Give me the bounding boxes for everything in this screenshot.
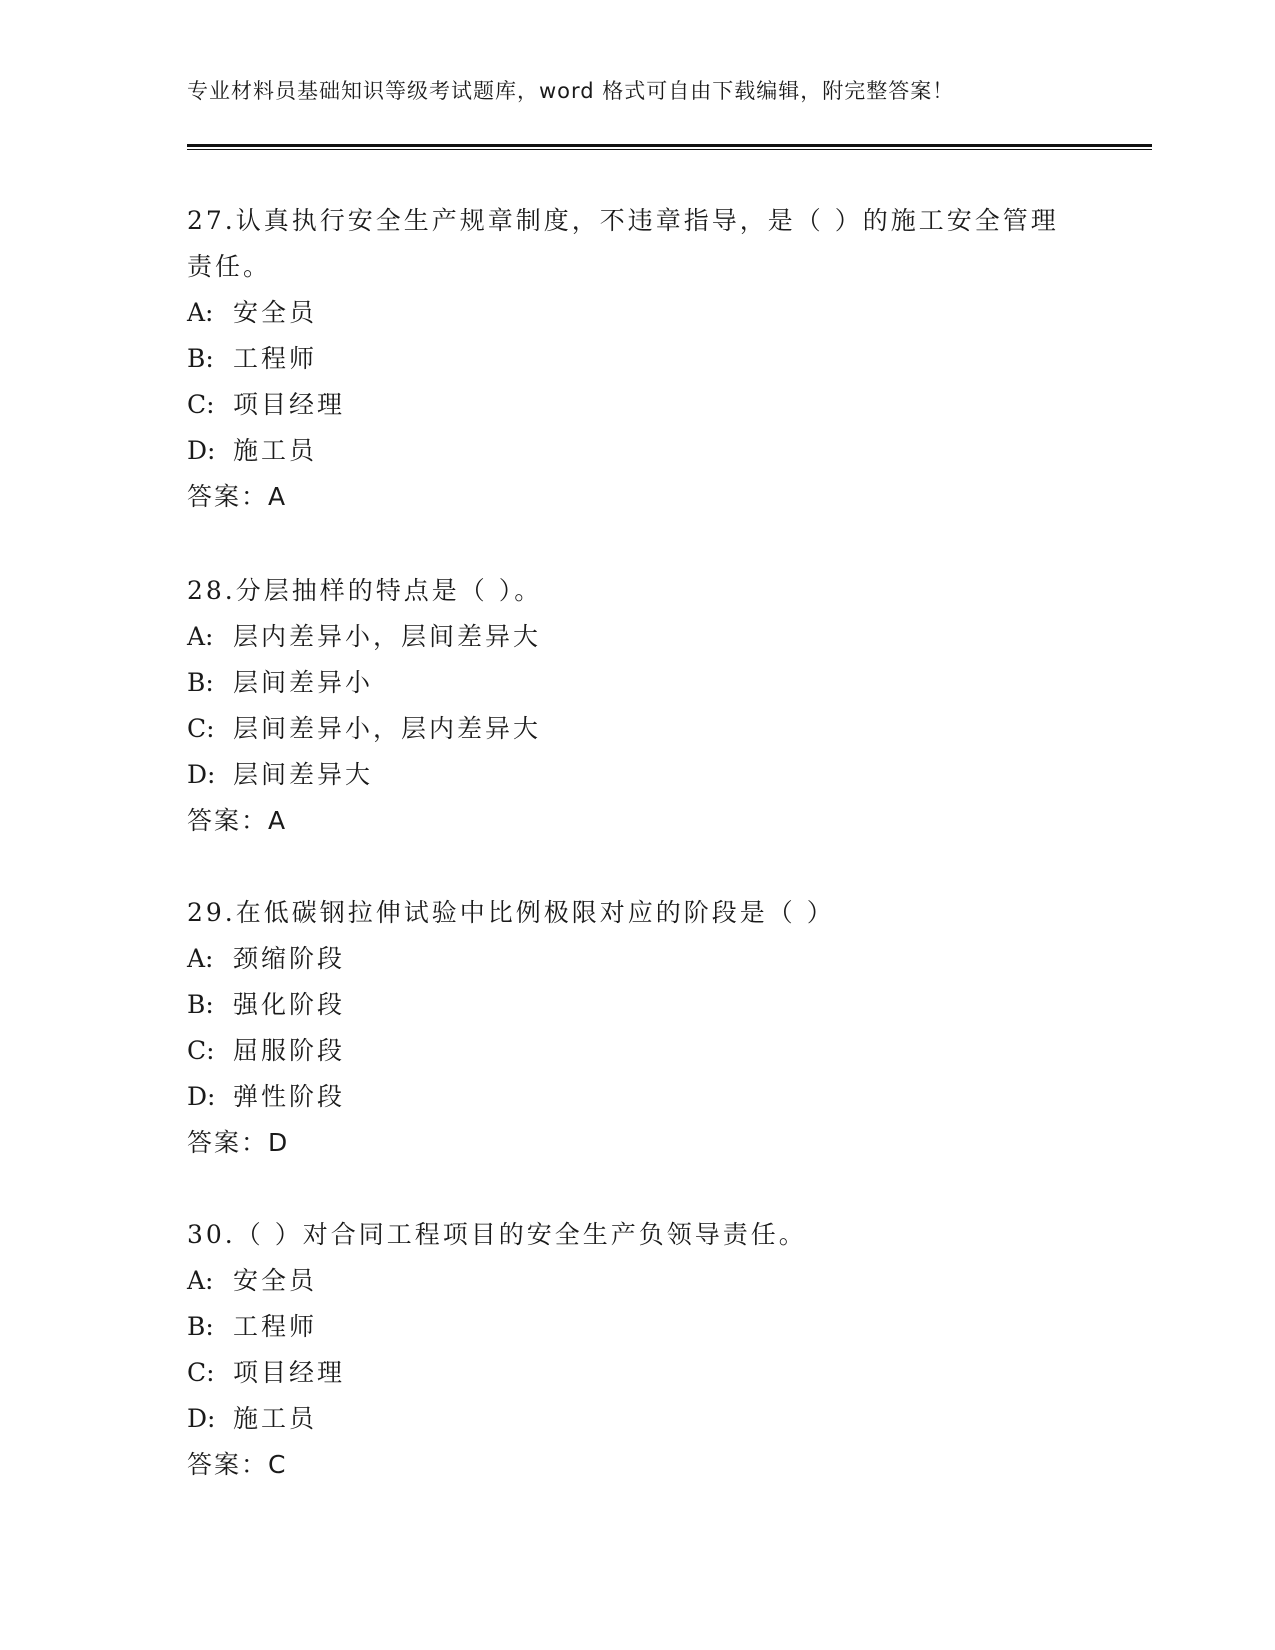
answer-line: 答案：C bbox=[187, 1450, 288, 1479]
option-letter: D: bbox=[187, 760, 216, 789]
option-text: 安全员 bbox=[233, 298, 318, 327]
option-letter: A: bbox=[187, 298, 214, 327]
header-rule-thin bbox=[187, 149, 1152, 150]
option-b bbox=[187, 336, 1067, 382]
option-text: 颈缩阶段 bbox=[233, 944, 346, 973]
question-block bbox=[187, 198, 1067, 520]
option-text: 安全员 bbox=[233, 1266, 318, 1295]
option-c bbox=[187, 706, 1067, 752]
option-letter: C: bbox=[187, 390, 215, 419]
question-block bbox=[187, 890, 1067, 1166]
option-d bbox=[187, 428, 1067, 474]
option-b bbox=[187, 1304, 1067, 1350]
option-c bbox=[187, 1350, 1067, 1396]
option-text: 层内差异小，层间差异大 bbox=[233, 622, 542, 651]
option-text: 层间差异大 bbox=[233, 760, 374, 789]
option-text: 层间差异小 bbox=[233, 668, 374, 697]
option-letter: C: bbox=[187, 1036, 215, 1065]
option-c bbox=[187, 1028, 1067, 1074]
option-text: 施工员 bbox=[233, 436, 318, 465]
option-letter: C: bbox=[187, 714, 215, 743]
header-rule-thick bbox=[187, 144, 1152, 147]
option-d bbox=[187, 1396, 1067, 1442]
option-letter: B: bbox=[187, 1312, 214, 1341]
option-text: 层间差异小，层内差异大 bbox=[233, 714, 542, 743]
option-a bbox=[187, 614, 1067, 660]
option-c bbox=[187, 382, 1067, 428]
option-text: 项目经理 bbox=[233, 1358, 346, 1387]
option-text: 施工员 bbox=[233, 1404, 318, 1433]
option-a bbox=[187, 290, 1067, 336]
option-a bbox=[187, 936, 1067, 982]
option-letter: D: bbox=[187, 436, 216, 465]
option-d bbox=[187, 1074, 1067, 1120]
option-letter: B: bbox=[187, 990, 214, 1019]
option-b bbox=[187, 660, 1067, 706]
question-block bbox=[187, 1212, 1067, 1488]
option-text: 工程师 bbox=[233, 1312, 318, 1341]
option-letter: A: bbox=[187, 944, 214, 973]
option-text: 工程师 bbox=[233, 344, 318, 373]
answer-line: 答案：D bbox=[187, 1128, 290, 1157]
option-letter: C: bbox=[187, 1358, 215, 1387]
question-text: 27.认真执行安全生产规章制度，不违章指导，是（ ）的施工安全管理责任。 bbox=[187, 206, 1059, 281]
option-letter: B: bbox=[187, 344, 214, 373]
option-text: 屈服阶段 bbox=[233, 1036, 346, 1065]
option-a bbox=[187, 1258, 1067, 1304]
question-text: 29.在低碳钢拉伸试验中比例极限对应的阶段是（ ） bbox=[187, 898, 835, 927]
option-b bbox=[187, 982, 1067, 1028]
option-letter: B: bbox=[187, 668, 214, 697]
answer-line: 答案：A bbox=[187, 806, 288, 835]
document-header: 专业材料员基础知识等级考试题库，word 格式可自由下载编辑，附完整答案！ bbox=[187, 79, 955, 103]
question-text: 28.分层抽样的特点是（ ）。 bbox=[187, 576, 543, 605]
option-letter: D: bbox=[187, 1404, 216, 1433]
answer-line: 答案：A bbox=[187, 482, 288, 511]
question-block bbox=[187, 568, 1067, 844]
question-text: 30.（ ）对合同工程项目的安全生产负领导责任。 bbox=[187, 1220, 807, 1249]
option-d bbox=[187, 752, 1067, 798]
option-text: 项目经理 bbox=[233, 390, 346, 419]
option-text: 弹性阶段 bbox=[233, 1082, 346, 1111]
option-text: 强化阶段 bbox=[233, 990, 346, 1019]
option-letter: A: bbox=[187, 1266, 214, 1295]
option-letter: A: bbox=[187, 622, 214, 651]
option-letter: D: bbox=[187, 1082, 216, 1111]
